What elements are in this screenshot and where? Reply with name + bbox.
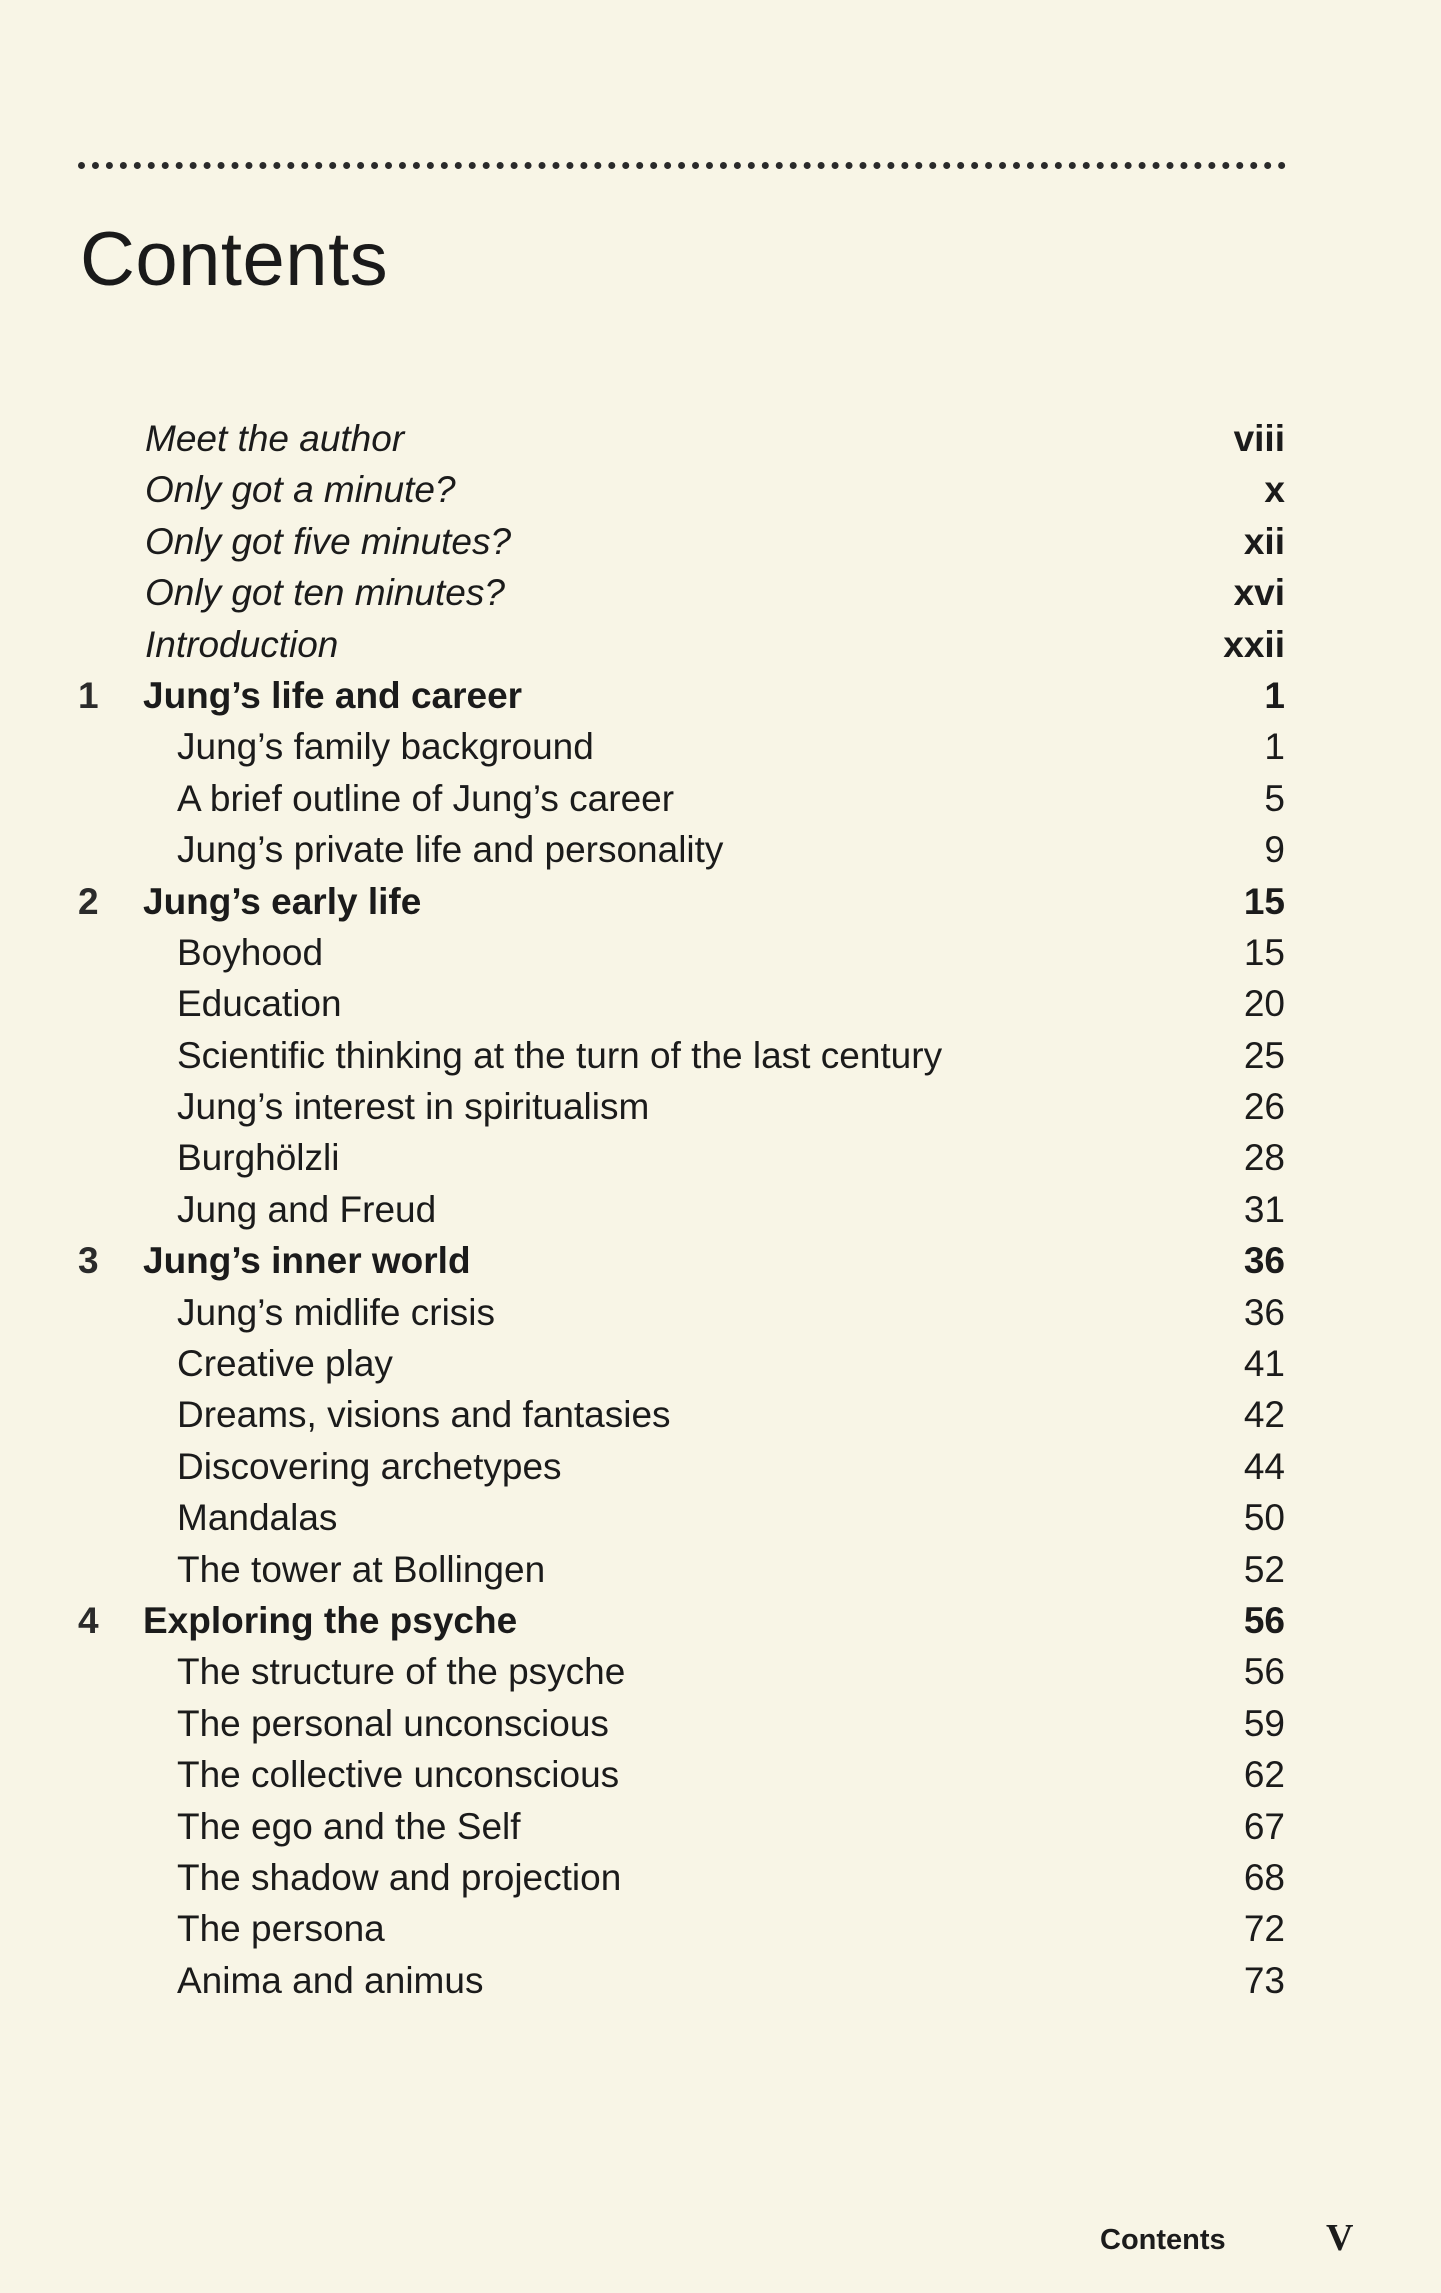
toc-entry-title: Only got ten minutes? [145,572,505,614]
toc-chapter-number: 3 [78,1240,99,1282]
toc-entry-title: Meet the author [145,418,405,459]
toc-section-entry [0,1030,1441,1081]
toc-entry-title: Jung’s interest in spiritualism [177,1086,650,1128]
toc-entry-page: viii [1233,418,1285,459]
table-of-contents [0,413,1441,2006]
toc-section-entry [0,1852,1441,1903]
toc-entry-title: Boyhood [177,931,324,973]
toc-chapter-entry [0,670,1441,721]
toc-entry-page: xxii [1223,623,1285,665]
toc-entry-page: 15 [1243,931,1285,973]
toc-chapter-entry [0,876,1441,927]
toc-entry-title: Jung’s private life and personality [177,829,724,871]
toc-front-matter-entry [0,516,1441,567]
toc-entry-page: 1 [1264,726,1285,768]
toc-front-matter-entry [0,619,1441,670]
toc-section-entry [0,1749,1441,1800]
toc-section-entry [0,1646,1441,1697]
toc-entry-title: The tower at Bollingen [177,1548,546,1590]
toc-entry-page: 62 [1243,1754,1285,1796]
toc-entry-page: 25 [1243,1034,1285,1076]
toc-section-entry [0,1184,1441,1235]
toc-section-entry [0,773,1441,824]
toc-section-entry [0,1081,1441,1132]
toc-front-matter-entry [0,464,1441,515]
toc-entry-page: 68 [1243,1856,1285,1898]
toc-section-entry [0,1389,1441,1440]
toc-entry-page: 28 [1243,1137,1285,1179]
footer-page-number: V [1326,2217,1354,2259]
toc-entry-page: x [1264,469,1285,511]
toc-chapter-number: 4 [78,1599,99,1641]
toc-entry-page: 59 [1243,1702,1285,1744]
toc-section-entry [0,978,1441,1029]
toc-entry-page: 5 [1264,777,1285,819]
toc-entry-title: The personal unconscious [177,1702,609,1744]
toc-entry-page: 20 [1243,983,1285,1025]
toc-chapter-entry [0,1235,1441,1286]
toc-entry-title: Dreams, visions and fantasies [177,1394,671,1436]
toc-entry-title: The persona [177,1908,385,1950]
toc-entry-title: The structure of the psyche [177,1651,626,1693]
toc-chapter-number: 1 [78,674,99,716]
toc-section-entry [0,1698,1441,1749]
toc-entry-title: Jung’s early life [143,880,422,922]
toc-entry-page: 42 [1243,1394,1285,1436]
toc-entry-page: 52 [1243,1548,1285,1590]
toc-section-entry [0,824,1441,875]
toc-entry-title: Exploring the psyche [143,1599,518,1641]
toc-entry-page: 26 [1243,1086,1285,1128]
toc-section-entry [0,1492,1441,1543]
toc-entry-title: Education [177,983,342,1025]
toc-entry-title: The ego and the Self [177,1805,521,1847]
toc-entry-page: 31 [1243,1188,1285,1230]
toc-entry-title: Creative play [177,1343,393,1385]
toc-front-matter-entry [0,413,1441,464]
toc-section-entry [0,1132,1441,1183]
toc-entry-title: Jung’s life and career [143,674,523,716]
toc-front-matter-entry [0,567,1441,618]
toc-entry-title: Jung’s midlife crisis [177,1291,496,1333]
toc-entry-page: 44 [1243,1445,1285,1487]
footer-section-label: Contents [1100,2224,1226,2256]
toc-entry-title: Jung’s family background [177,726,594,768]
toc-entry-title: Mandalas [177,1497,338,1539]
toc-entry-page: xvi [1233,572,1285,614]
toc-chapter-entry [0,1595,1441,1646]
page-title: Contents [80,217,389,302]
toc-entry-page: 56 [1243,1599,1285,1641]
toc-entry-page: xii [1243,520,1285,562]
toc-section-entry [0,721,1441,772]
toc-entry-title: Only got a minute? [145,469,456,511]
toc-chapter-number: 2 [78,880,99,922]
toc-section-entry [0,1801,1441,1852]
toc-entry-title: Anima and animus [177,1959,484,2001]
toc-entry-page: 50 [1243,1497,1285,1539]
toc-entry-title: Introduction [145,623,339,665]
toc-section-entry [0,1955,1441,2006]
toc-section-entry [0,1441,1441,1492]
toc-entry-page: 15 [1243,880,1285,922]
toc-entry-title: Discovering archetypes [177,1445,562,1487]
header-dotted-rule [78,162,1286,169]
toc-entry-title: The shadow and projection [177,1856,622,1898]
toc-entry-page: 36 [1243,1240,1285,1282]
toc-entry-page: 9 [1264,829,1285,871]
toc-entry-page: 73 [1243,1959,1285,2001]
toc-entry-page: 56 [1243,1651,1285,1693]
toc-entry-page: 36 [1243,1291,1285,1333]
toc-entry-title: Scientific thinking at the turn of the last century [177,1034,943,1076]
toc-entry-page: 1 [1264,674,1285,716]
toc-entry-title: The collective unconscious [177,1754,620,1796]
toc-entry-title: Jung and Freud [177,1188,437,1230]
toc-entry-title: Only got five minutes? [145,520,512,562]
toc-entry-page: 67 [1243,1805,1285,1847]
toc-section-entry [0,1903,1441,1954]
toc-entry-title: A brief outline of Jung’s career [177,777,675,819]
toc-entry-title: Jung’s inner world [143,1240,471,1282]
toc-entry-title: Burghölzli [177,1137,340,1179]
toc-entry-page: 41 [1243,1343,1285,1385]
toc-section-entry [0,927,1441,978]
toc-section-entry [0,1287,1441,1338]
toc-section-entry [0,1544,1441,1595]
toc-entry-page: 72 [1243,1908,1285,1950]
toc-section-entry [0,1338,1441,1389]
